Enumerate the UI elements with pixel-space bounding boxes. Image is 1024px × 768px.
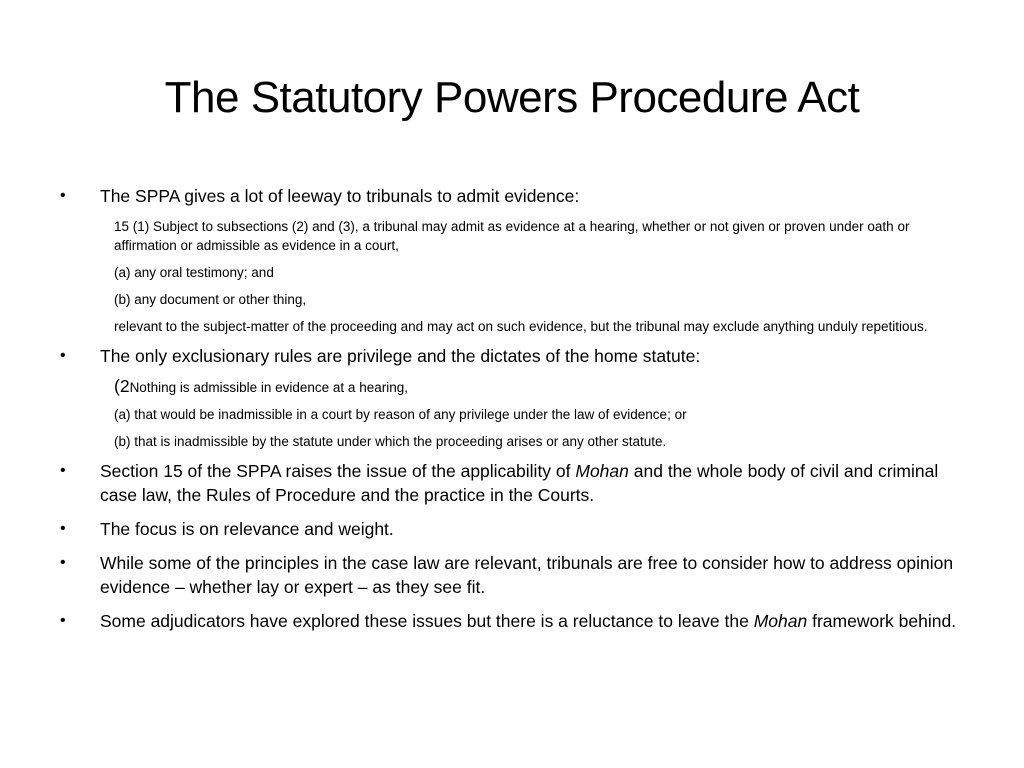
case-name-mohan: Mohan	[575, 461, 629, 481]
bullet-icon: •	[60, 520, 66, 537]
bullet-text-before: Section 15 of the SPPA raises the issue of the applicability of	[100, 461, 576, 481]
bullet-item-3	[60, 459, 970, 507]
sub-item: (a) that would be inadmissible in a court by reason of any privilege under the law of evidence; or	[114, 407, 687, 422]
bullet-item-4	[60, 517, 970, 541]
bullet-item-5	[60, 551, 970, 599]
bullet-item-2	[60, 344, 970, 368]
bullet-text: While some of the principles in the case law are relevant, tribunals are free to consider how to address opinion evidence – whether lay or expert – as they see fit.	[100, 553, 954, 597]
slide-body	[60, 184, 970, 643]
bullet-text: The only exclusionary rules are privilege and the dictates of the home statute:	[100, 346, 701, 366]
sub-list-1	[60, 217, 970, 336]
bullet-item-6	[60, 609, 970, 633]
sub-item: (a) any oral testimony; and	[114, 265, 274, 280]
sub-item	[60, 377, 970, 397]
sub-item: 15 (1) Subject to subsections (2) and (3), a tribunal may admit as evidence at a hearing, whether or not given or proven under oath or affirmation or admissible as evidence in a court,	[114, 219, 910, 253]
slide-title: The Statutory Powers Procedure Act	[164, 73, 860, 122]
bullet-item-1	[60, 184, 970, 208]
bullet-text-after: framework behind.	[807, 611, 957, 631]
bullet-text-before: Some adjudicators have explored these issues but there is a reluctance to leave the	[100, 611, 754, 631]
sub-lead-rest: Nothing is admissible in evidence at a hearing,	[129, 380, 408, 395]
bullet-icon: •	[60, 554, 66, 571]
sub-item: (b) any document or other thing,	[114, 292, 307, 307]
bullet-icon: •	[60, 462, 66, 479]
sub-lead: (2	[114, 376, 130, 396]
bullet-icon: •	[60, 187, 66, 204]
bullet-icon: •	[60, 347, 66, 364]
sub-list-2	[60, 377, 970, 451]
sub-item: (b) that is inadmissible by the statute under which the proceeding arises or any other statute.	[114, 434, 667, 449]
bullet-text: The SPPA gives a lot of leeway to tribunals to admit evidence:	[100, 186, 580, 206]
bullet-text-after: and the whole body of civil and criminal case law, the Rules of Procedure and the practice in the Courts.	[100, 461, 939, 505]
bullet-text: The focus is on relevance and weight.	[100, 519, 394, 539]
sub-item: relevant to the subject-matter of the proceeding and may act on such evidence, but the tribunal may exclude anything unduly repetitious.	[114, 319, 928, 334]
case-name-mohan: Mohan	[753, 611, 808, 631]
bullet-icon: •	[60, 612, 66, 629]
